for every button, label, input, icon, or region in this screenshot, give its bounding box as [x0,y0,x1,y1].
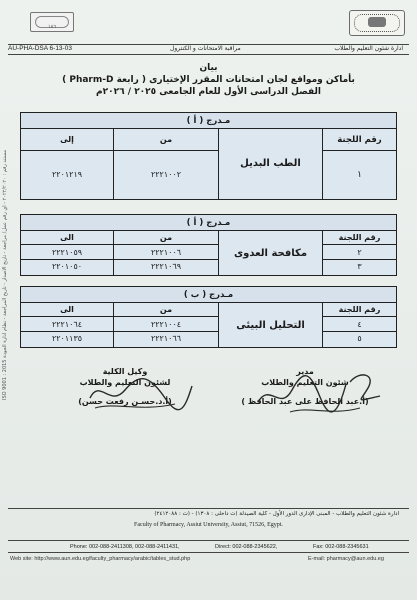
from-value: ٢٢٢١٠٠٦ [114,245,218,260]
logo-number: ١٨٦ [47,24,57,30]
signature-title: وكيل الكلية [102,367,148,376]
committee-number: ٣ [357,262,362,271]
from-header: من [114,231,218,245]
footer-phone: Phone: 002-088-2411308, 002-088-2411431, [70,544,180,550]
title-statement: بيان [199,63,218,73]
footer-arabic-address: ادارة شئون التعليم والطلاب - المبنى الإدارى الدور الأول - كلية الصيدلة (ت داخلى : ١٣٠٨) - (ت : ٢٤١٢٠٨٨) [154,511,399,517]
committee-number: ١ [357,169,362,180]
hall-header: مـدرج ( ب ) [21,287,396,303]
course-name: مكافحة العدوى [233,247,308,259]
footer-fax: Fax: 002-088-2345631 [313,544,369,550]
committee-number-header: رقم اللجنة [323,129,396,151]
signature-subtitle: شئون التعليم والطلاب [261,378,349,387]
to-value: ٢٢٠١١٣٥ [51,334,83,343]
side-document-info [2,150,12,570]
handwritten-signature-right [250,362,390,422]
committee-number-header: رقم اللجنة [323,231,396,245]
hall-header: مـدرج ( أ ) [21,113,396,129]
from-value: ٢٢٢١٠٠٤ [114,317,218,332]
header-section: مراقبة الامتحانات و الكنترول [170,45,241,52]
exam-table-1 [20,112,397,200]
to-header: الى [21,231,113,245]
committee-number: ٤ [323,317,396,332]
footer-divider-top [8,508,409,509]
exam-table-2 [20,214,397,276]
footer-address: Faculty of Pharmacy, Assiut University, Assiut, 71526, Egypt. [134,522,283,528]
handwritten-signature-left [80,368,200,418]
footer-divider-mid [8,540,409,541]
document-titles [40,62,377,98]
side-iso: ISO 9001 : 2015 [2,359,8,401]
document-code: AU-PHA-DSA 6-13-03 [8,45,72,52]
footer-email[interactable]: E-mail: pharmacy@aun.edu.eg [308,556,384,562]
to-value: ٢٢٠١٠٥٠ [51,262,83,271]
hall-header: مـدرج ( أ ) [21,215,396,231]
footer-direct: Direct: 002-088-2345622, [215,544,278,550]
faculty-logo [349,10,405,36]
exam-table-3 [20,286,397,348]
to-value: ٢٢٢١٠٦٤ [21,317,113,332]
to-value: ٢٢٠١٢١٩ [51,170,83,179]
signature-title: مدير [296,367,314,376]
signature-name: (أ.عبد الحافظ على عبد الحافظ ) [241,397,369,406]
footer-website[interactable]: Web site: http://www.aun.edu.eg/faculty_pharmacy/arabic/tables_stud.php [10,556,191,562]
committee-number: ٢ [323,245,396,260]
course-name: التحليل البيئى [236,319,305,331]
to-value: ٢٢٢١٠٥٩ [21,245,113,260]
title-subject: بأماكن ومواقع لجان امتحانات المقرر الإختيارى ( رابعة Pharm-D ) [62,75,355,85]
header-divider-bottom [8,54,409,55]
from-header: من [114,129,218,151]
title-semester: الفصل الدراسى الأول للعام الجامعى ٢٠٢٥ / ٢٠٢٦م [96,87,321,97]
to-header: الى [21,303,113,317]
committee-number: ٥ [357,334,362,343]
from-value: ٢٢٢١٠٦٩ [150,262,182,271]
footer-divider-bottom [8,552,409,553]
to-header: إلى [21,129,113,151]
signature-subtitle: لشئون التعليم والطلاب [79,378,171,387]
course-name: الطب البديل [240,158,301,169]
from-header: من [114,303,218,317]
side-doc-text: مستند رقم : ٢٠٢٢/٢٠٢٠ - اي رقم عمل/ مراجعة - تاريخ الاصدار - تاريخ المراجعة - نظام ادارة الجودة [2,150,8,359]
logo-mark [368,17,386,27]
from-value: ٢٢٢١٠٦٦ [150,334,182,343]
university-logo [30,12,74,32]
from-value: ٢٢٢١٠٠٢ [150,170,182,179]
signature-name: (أ.د.حسـن رفعت حسن) [78,397,172,406]
header-department: ادارة شئون التعليم والطلاب [334,45,403,52]
committee-number-header: رقم اللجنة [323,303,396,317]
